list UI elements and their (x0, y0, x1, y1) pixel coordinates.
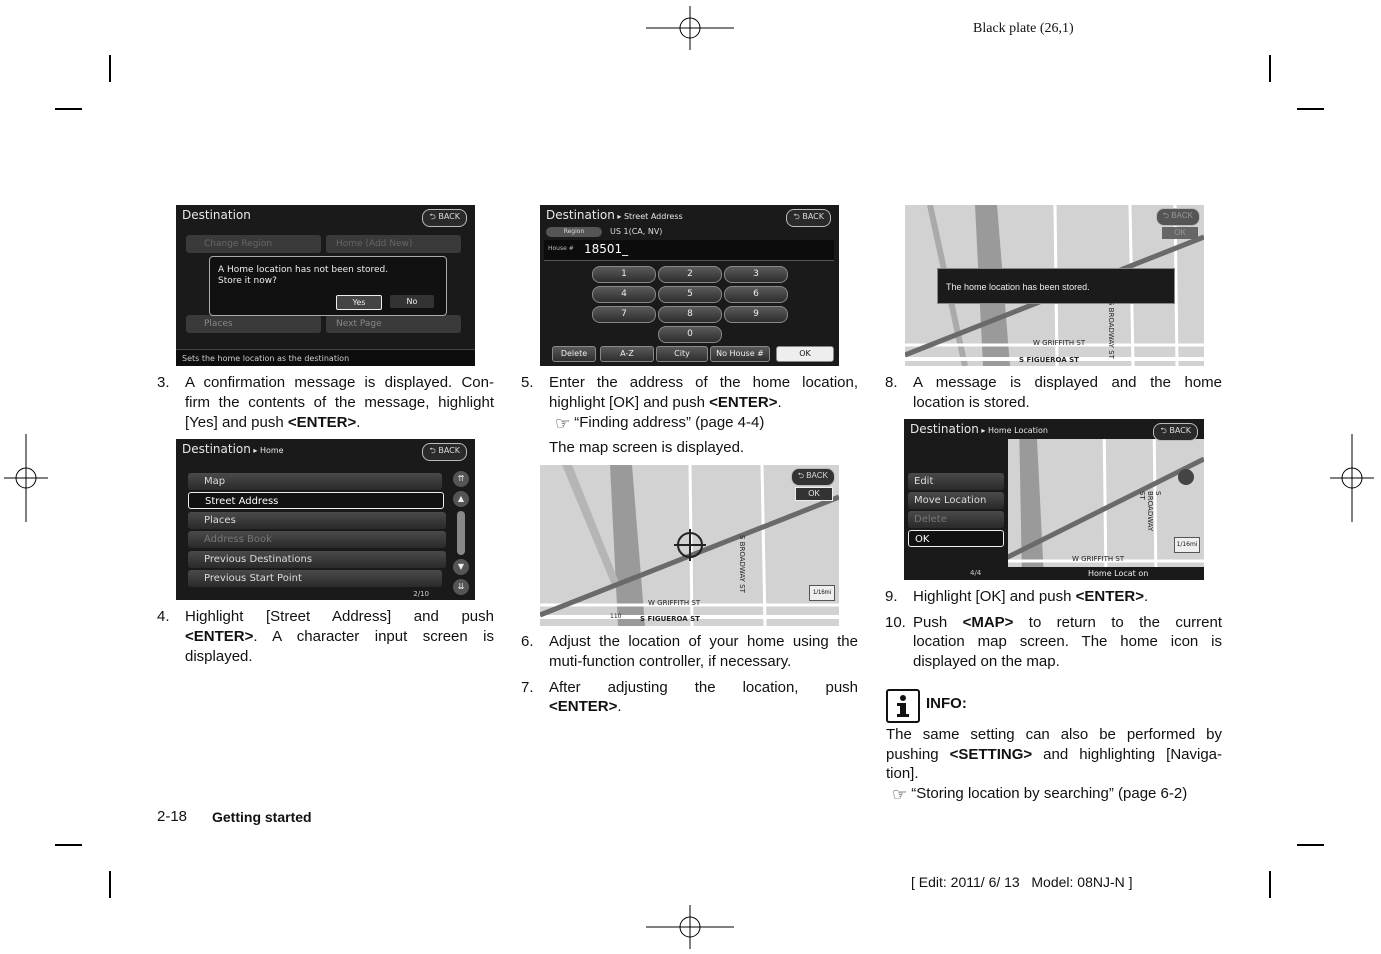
step-6-line-1: Adjust the location of your home using the (549, 633, 858, 650)
step-4-line-1: Highlight [Street Address] and push (185, 608, 494, 625)
screen-title: Destination (182, 208, 251, 222)
step-5-reference: ☞ “Finding address” (page 4-4) (555, 414, 765, 433)
dialog-line-2: Store it now? (218, 276, 277, 286)
registration-mark-left (4, 434, 48, 522)
menu-item-street-address: Street Address (188, 492, 444, 509)
route-shield: 110 (610, 613, 622, 620)
menu-home-add-new: Home (Add New) (326, 235, 461, 253)
info-label: INFO: (926, 695, 967, 712)
region-value: US 1(CA, NV) (610, 227, 663, 236)
step-3-line-2: firm the contents of the message, highlight (185, 394, 494, 411)
step-10-line-2: location map screen. The home icon is (913, 633, 1222, 650)
step-10-line-1: Push <MAP> to return to the current (913, 614, 1223, 631)
ok-button: OK (1162, 227, 1198, 239)
delete-key: Delete (552, 346, 596, 362)
no-button: No (390, 295, 434, 308)
plate-label: Black plate (26,1) (973, 21, 1074, 36)
section-name: Getting started (212, 809, 312, 825)
registration-mark-bottom (646, 905, 734, 949)
crop-mark (1297, 108, 1324, 110)
key-8: 8 (658, 306, 722, 323)
street-broadway: S BROADWAY ST (1138, 491, 1162, 532)
crop-mark (109, 871, 111, 898)
street-griffith: W GRIFFITH ST (1072, 555, 1125, 563)
step-5-line-2: highlight [OK] and push <ENTER>. (549, 394, 782, 411)
key-6: 6 (724, 286, 788, 303)
screenshot-home-stored (905, 205, 1204, 366)
key-5: 5 (658, 286, 722, 303)
menu-change-region: Change Region (186, 235, 321, 253)
stored-message: The home location has been stored. (937, 268, 1175, 304)
street-broadway: S BROADWAY ST (738, 535, 746, 593)
info-reference: ☞ “Storing location by searching” (page 6-2) (892, 785, 1188, 804)
registration-mark-top (646, 6, 734, 50)
key-2: 2 (658, 266, 722, 283)
crop-mark (55, 844, 82, 846)
street-broadway: S BROADWAY ST (1107, 301, 1115, 359)
house-number-label: House # (548, 245, 574, 252)
menu-item-places: Places (188, 512, 446, 529)
step-4-number: 4. (157, 608, 170, 625)
back-button: ⮌ BACK (786, 209, 831, 227)
step-5-line-1: Enter the address of the home location, (549, 374, 858, 391)
screen-title: Destination ▸ Street Address (546, 208, 683, 222)
page-number: 2-18 (157, 808, 188, 825)
menu-item-edit: Edit (908, 473, 1004, 490)
key-7: 7 (592, 306, 656, 323)
house-number-field (544, 240, 834, 261)
back-button: ⮌ BACK (422, 209, 467, 227)
key-9: 9 (724, 306, 788, 323)
pointing-hand-icon: ☞ (555, 414, 571, 433)
info-line-1: The same setting can also be performed by (886, 726, 1222, 743)
menu-item-ok: OK (908, 530, 1004, 547)
step-10-number: 10. (885, 614, 906, 631)
no-house-key: No House # (710, 346, 770, 362)
back-button: ⮌ BACK (1156, 208, 1200, 226)
menu-item-move-location: Move Location (908, 492, 1004, 509)
menu-next-page: Next Page (326, 315, 461, 333)
map-scale: 1/16mi (809, 585, 835, 601)
back-button: ⮌ BACK (422, 443, 467, 461)
ok-key: OK (776, 346, 834, 362)
screen-title: Destination ▸ Home Location (910, 422, 1048, 436)
scroll-bottom-icon: ⇊ (453, 579, 469, 595)
menu-item-previous-start-point: Previous Start Point (188, 570, 442, 587)
house-number-value: 18501_ (584, 242, 629, 256)
step-9-number: 9. (885, 588, 898, 605)
street-figueroa: S FIGUEROA ST (1019, 356, 1079, 364)
back-button: ⮌ BACK (791, 468, 835, 486)
step-5-number: 5. (521, 374, 534, 391)
home-icon (1178, 469, 1194, 485)
step-7-line-1: After adjusting the location, push (549, 679, 858, 696)
step-6-number: 6. (521, 633, 534, 650)
screenshot-street-address (540, 205, 839, 366)
status-bar: Sets the home location as the destination (176, 349, 475, 366)
dialog-line-1: A Home location has not been stored. (218, 265, 389, 275)
step-7-line-2: <ENTER>. (549, 698, 622, 715)
back-button: ⮌ BACK (1153, 423, 1198, 441)
step-7-number: 7. (521, 679, 534, 696)
key-1: 1 (592, 266, 656, 283)
edit-stamp: [ Edit: 2011/ 6/ 13 Model: 08NJ-N ] (911, 874, 1133, 890)
scroll-up-icon: ▲ (453, 491, 469, 507)
scroll-bar (453, 471, 469, 595)
step-4-line-3: displayed. (185, 648, 253, 665)
page-indicator: 4/4 (970, 569, 982, 577)
step-9-line: Highlight [OK] and push <ENTER>. (913, 588, 1149, 605)
menu-item-map: Map (188, 473, 442, 490)
step-8-number: 8. (885, 374, 898, 391)
screenshot-map-adjust (540, 465, 839, 626)
pointing-hand-icon: ☞ (892, 785, 908, 804)
ok-button: OK (795, 487, 833, 501)
location-label: Home Locat on (1088, 569, 1149, 578)
crop-mark (1269, 871, 1271, 898)
key-4: 4 (592, 286, 656, 303)
screen-title: Destination ▸ Home (182, 442, 284, 456)
a-z-key: A-Z (600, 346, 654, 362)
street-figueroa: S FIGUEROA ST (640, 615, 700, 623)
street-griffith: W GRIFFITH ST (1033, 339, 1086, 347)
info-line-2: pushing <SETTING> and highlighting [Naviga- (886, 746, 1223, 763)
key-3: 3 (724, 266, 788, 283)
street-griffith: W GRIFFITH ST (648, 599, 701, 607)
page-indicator: 2/10 (413, 590, 429, 598)
region-button: Region (546, 227, 602, 237)
confirm-dialog (209, 256, 447, 316)
city-key: City (656, 346, 708, 362)
menu-item-previous-destinations: Previous Destinations (188, 551, 446, 568)
map-scale: 1/16mi (1174, 537, 1200, 553)
menu-places: Places (186, 315, 321, 333)
step-8-line-1: A message is displayed and the home (913, 374, 1222, 391)
menu-item-delete: Delete (908, 511, 1004, 528)
step-3-number: 3. (157, 374, 170, 391)
info-icon (886, 689, 920, 723)
crop-mark (1297, 844, 1324, 846)
menu-item-address-book: Address Book (188, 531, 446, 548)
step-3-line-3: [Yes] and push <ENTER>. (185, 414, 361, 431)
step-3-line-1: A confirmation message is displayed. Con- (185, 374, 494, 391)
crop-mark (109, 55, 111, 82)
crop-mark (1269, 55, 1271, 82)
screenshot-destination-home (176, 439, 475, 600)
screenshot-home-not-stored (176, 205, 475, 366)
screenshot-home-location (904, 419, 1204, 580)
step-8-line-2: location is stored. (913, 394, 1030, 411)
scroll-top-icon: ⇈ (453, 471, 469, 487)
step-10-line-3: displayed on the map. (913, 653, 1060, 670)
crop-mark (55, 108, 82, 110)
step-5-line-4: The map screen is displayed. (549, 439, 745, 456)
step-6-line-2: muti-function controller, if necessary. (549, 653, 792, 670)
yes-button: Yes (336, 295, 382, 310)
scroll-down-icon: ▼ (453, 559, 469, 575)
key-0: 0 (658, 326, 722, 343)
scroll-thumb (457, 511, 465, 555)
step-4-line-2: <ENTER>. A character input screen is (185, 628, 494, 645)
registration-mark-right (1330, 434, 1374, 522)
info-line-3: tion]. (886, 765, 919, 782)
